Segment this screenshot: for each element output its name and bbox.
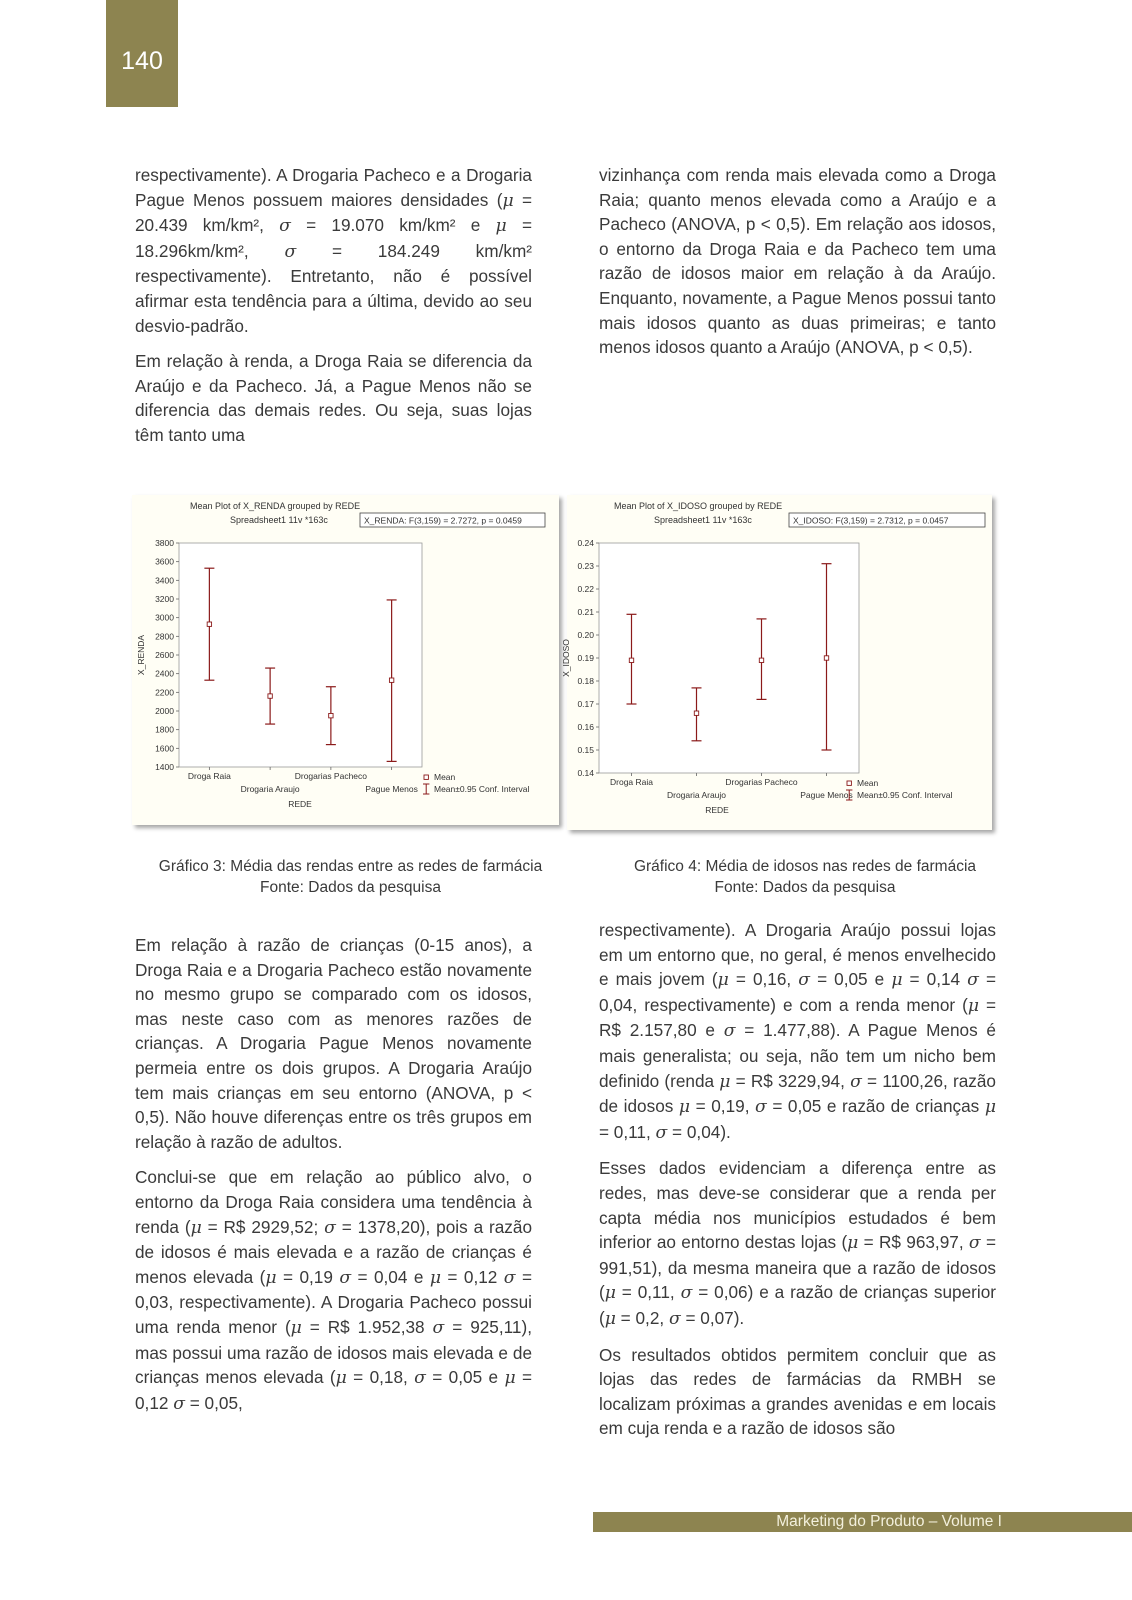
legend-mean-label: Mean [857,778,879,788]
y-tick-label: 0.14 [577,768,594,778]
x-tick-label: Droga Raia [187,771,231,781]
mean-point [694,711,698,715]
y-tick-label: 1400 [155,762,174,772]
x-axis-label: REDE [705,805,729,815]
mean-point [268,694,272,698]
text-column-top-left [135,163,532,448]
paragraph: Os resultados obtidos permitem concluir que as lojas das redes de farmácias da RMBH se localizam próximas a grandes avenidas e em locais em cuja renda e a razão de idosos são [599,1344,996,1439]
stat-box-text: X_RENDA: F(3,159) = 2.7272, p = 0.0459 [364,515,522,526]
y-tick-label: 3600 [155,556,174,567]
mean-point [389,678,393,682]
figure-idoso [561,495,992,830]
mean-point [329,713,333,717]
y-tick-label: 0.18 [577,676,594,686]
y-tick-label: 0.24 [577,538,594,548]
footer-bar [593,1512,1132,1532]
plot-area [599,543,859,773]
y-tick-label: 3400 [155,575,174,586]
mean-point [207,622,211,626]
chart-idoso [561,495,992,830]
legend-mean-marker [424,775,428,779]
text-column-bottom-right [599,918,996,1441]
y-axis-label: X_RENDA [136,634,146,676]
y-tick-label: 0.15 [577,745,594,755]
caption-title: Gráfico 4: Média de idosos nas redes de farmácia [633,858,977,875]
caption-chart-idoso [595,856,1015,898]
figure-renda [132,495,559,825]
y-tick-label: 2200 [155,687,174,698]
x-tick-label: Drogarias Pacheco [294,771,368,781]
paragraph: Em relação à razão de crianças (0-15 anos), a Droga Raia e a Drogaria Pacheco estão novamente no mesmo grupo se comparado com os idosos, mas neste caso com as menores razões de crianças. A Drogaria Pague Menos novamente permeia entre os dois grupos. A Drogaria Araújo tem mais crianças em seu entorno (ANOVA, p < 0,5). Não houve diferenças entre os três grupos em relação à razão de adultos. [135,935,532,1152]
chart-subtitle: Spreadsheet1 11v *163c [654,515,752,525]
y-tick-label: 0.23 [577,561,594,571]
chart-title: Mean Plot of X_IDOSO grouped by REDE [614,501,783,511]
y-tick-label: 1800 [155,724,174,735]
x-tick-label: Droga Raia [610,777,653,787]
legend-mean-label: Mean [434,772,456,782]
caption-title: Gráfico 3: Média das rendas entre as redes de farmácia [158,858,543,875]
paragraph: respectivamente). A Drogaria Araújo possui lojas em um entorno que, no geral, é menos envelhecido e mais jovem (μ = 0,16, σ = 0,05 e μ = 0,14 σ = 0,04, respectivamente) e com a renda menor (μ = R$ 2.157,80 e σ = 1.477,88). A Pague Menos é mais generalista; ou seja, não tem um nicho bem definido (renda μ = R$ 3229,94, σ = 1100,26, razão de idosos μ = 0,19, σ = 0,05 e razão de crianças μ = 0,11, σ = 0,04). [599,920,997,1143]
footer-title: Marketing do Produto – Volume I [776,1513,1002,1530]
plot-area [179,543,422,767]
legend-ci-label: Mean±0.95 Conf. Interval [857,790,953,800]
x-axis-label: REDE [288,799,312,809]
y-tick-label: 2000 [155,706,174,716]
x-tick-label: Pague Menos [800,790,853,800]
caption-source: Fonte: Dados da pesquisa [714,879,896,896]
y-tick-label: 0.22 [577,584,594,594]
y-tick-label: 0.21 [577,607,594,617]
paragraph: vizinhança com renda mais elevada como a Droga Raia; quanto menos elevada como a Araújo e a Pacheco (ANOVA, p < 0,5). Em relação aos idosos, o entorno da Droga Raia e da Pacheco tem uma razão de idosos maior em relação à da Araújo. Enquanto, novamente, a Pague Menos possui tanto mais idosos quanto as duas primeiras; e tanto menos idosos quanto a Araújo (ANOVA, p < 0,5). [599,165,996,358]
y-tick-label: 3000 [155,612,174,623]
y-axis-label: X_IDOSO [561,639,571,677]
y-tick-label: 1600 [155,743,174,754]
y-tick-label: 3200 [155,594,174,604]
legend-ci-label: Mean±0.95 Conf. Interval [434,784,530,794]
caption-source: Fonte: Dados da pesquisa [260,879,441,896]
x-tick-label: Drogaria Araujo [240,784,300,794]
x-tick-label: Pague Menos [365,784,418,794]
paragraph: Conclui-se que em relação ao público alvo, o entorno da Droga Raia considera uma tendência à renda (μ = R$ 2929,52; σ = 1378,20), pois a razão de idosos é mais elevada e a razão de crianças é menos elevada (μ = 0,19 σ = 0,04 e μ = 0,12 σ = 0,03, respectivamente). A Drogaria Pacheco possui uma renda menor (μ = R$ 1.952,38 σ = 925,11), mas possui uma razão de idosos mais elevada e de crianças menos elevada (μ = 0,18, σ = 0,05 e μ = 0,12 σ = 0,05, [135,1167,533,1414]
chart-title: Mean Plot of X_RENDA grouped by REDE [190,501,361,511]
y-tick-label: 2600 [155,650,174,660]
y-tick-label: 0.20 [577,630,594,640]
text-column-bottom-left [135,933,532,1416]
text-column-top-right [599,163,996,360]
y-tick-label: 0.16 [577,722,594,732]
x-tick-label: Drogarias Pacheco [725,777,798,787]
paragraph: Esses dados evidenciam a diferença entre as redes, mas deve-se considerar que a renda per capta média nos municípios estudados é bem inferior ao entorno destas lojas (μ = R$ 963,97, σ = 991,51), da mesma maneira que a razão de idosos (μ = 0,11, σ = 0,06) e a razão de crianças superior (μ = 0,2, σ = 0,07). [599,1158,996,1329]
chart-subtitle: Spreadsheet1 11v *163c [230,515,328,525]
y-tick-label: 3800 [155,538,174,548]
x-tick-label: Drogaria Araujo [666,790,727,800]
caption-chart-renda [128,856,573,898]
mean-point [629,658,633,662]
paragraph: Em relação à renda, a Droga Raia se diferencia da Araújo e da Pacheco. Já, a Pague Menos não se diferencia das demais redes. Ou seja, suas lojas têm tanto uma [135,351,532,445]
page-number: 140 [106,0,178,107]
y-tick-label: 2400 [155,668,174,679]
mean-point [759,658,763,662]
y-tick-label: 2800 [155,631,174,642]
mean-point [824,656,828,660]
stat-box-text: X_IDOSO: F(3,159) = 2.7312, p = 0.0457 [793,515,949,526]
paragraph: respectivamente). A Drogaria Pacheco e a Drogaria Pague Menos possuem maiores densidades (μ = 20.439 km/km², σ = 19.070 km/km² e μ = 18.296km/km², σ = 184.249 km/km² respectivamente). Entretanto, não é possível afirmar esta tendência para a última, devido ao seu desvio-padrão. [135,165,532,336]
chart-renda [132,495,559,825]
y-tick-label: 0.17 [577,699,594,709]
legend-mean-marker [847,781,851,785]
y-tick-label: 0.19 [577,653,594,663]
